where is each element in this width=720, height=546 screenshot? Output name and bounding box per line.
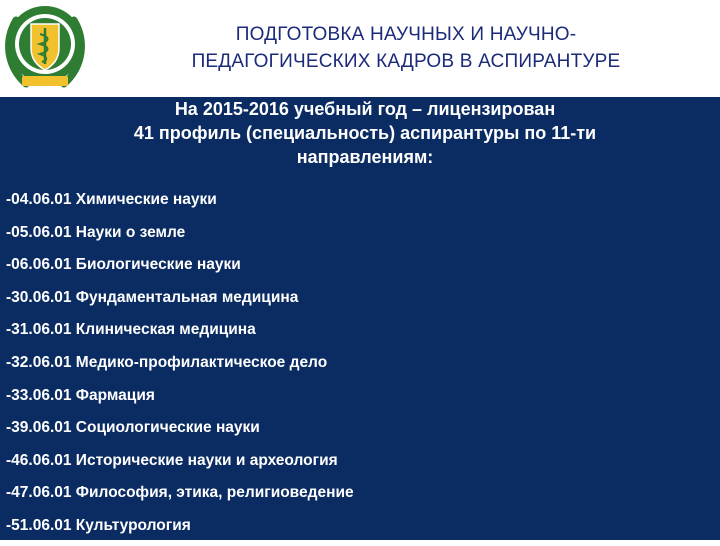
list-item: -33.06.01 Фармация bbox=[6, 386, 155, 404]
slide-header bbox=[0, 0, 720, 97]
intro-text bbox=[40, 97, 690, 169]
list-item: -31.06.01 Клиническая медицина bbox=[6, 321, 256, 339]
title-line-1: ПОДГОТОВКА НАУЧНЫХ И НАУЧНО- bbox=[235, 24, 577, 45]
list-item: -39.06.01 Социологические науки bbox=[6, 419, 260, 437]
program-list bbox=[6, 187, 354, 546]
list-item: -46.06.01 Исторические науки и археология bbox=[6, 451, 338, 469]
list-item: -30.06.01 Фундаментальная медицина bbox=[6, 288, 299, 306]
list-item: -06.06.01 Биологические науки bbox=[6, 256, 241, 274]
list-item: -05.06.01 Науки о земле bbox=[6, 223, 186, 241]
list-item: -47.06.01 Философия, этика, религиоведение bbox=[6, 484, 354, 502]
list-item: -04.06.01 Химические науки bbox=[6, 191, 217, 208]
list-item: -32.06.01 Медико-профилактическое дело bbox=[6, 353, 328, 371]
content-panel bbox=[0, 97, 720, 540]
title-line-2: ПЕДАГОГИЧЕСКИХ КАДРОВ В АСПИРАНТУРЕ bbox=[191, 51, 621, 72]
intro-line-3: направлениям: bbox=[296, 147, 434, 167]
university-emblem-icon bbox=[2, 0, 88, 96]
intro-line-2: 41 профиль (специальность) аспирантуры по 11-ти bbox=[133, 123, 597, 143]
slide-title bbox=[92, 21, 720, 75]
list-item: -51.06.01 Культурология bbox=[6, 516, 191, 534]
intro-line-1: На 2015-2016 учебный год – лицензирован bbox=[174, 99, 556, 119]
